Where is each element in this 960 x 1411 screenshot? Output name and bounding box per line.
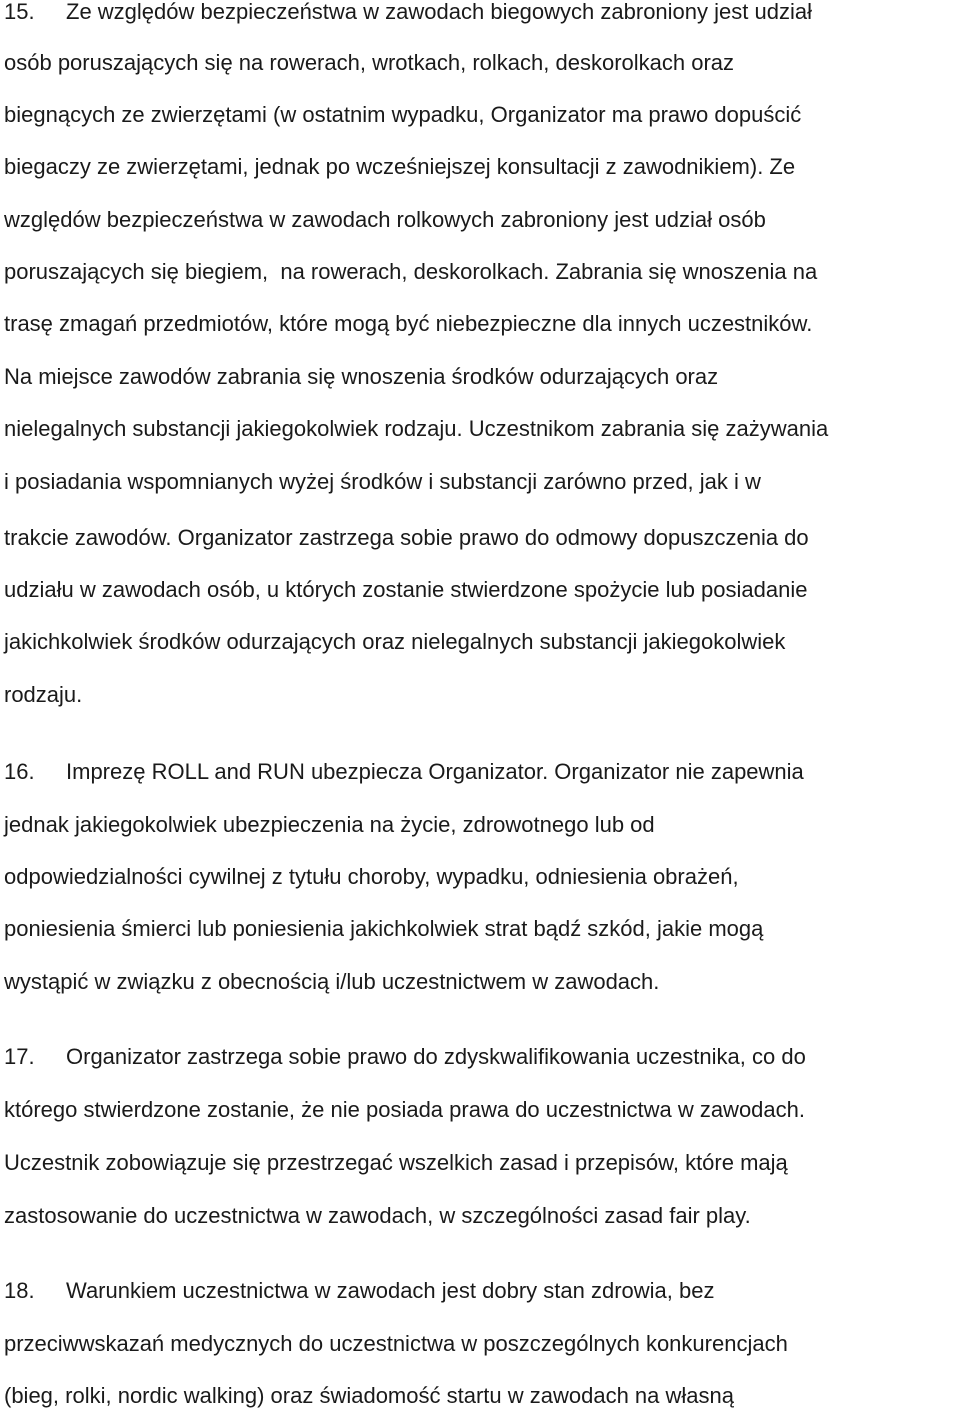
text-line: Na miejsce zawodów zabrania się wnoszenia środków odurzających oraz	[4, 364, 719, 389]
text-line: i posiadania wspomnianych wyżej środków i substancji zarówno przed, jak i w	[4, 469, 761, 494]
text-line: wystąpić w związku z obecnością i/lub uczestnictwem w zawodach.	[4, 969, 660, 994]
section-number: 16.	[4, 759, 35, 784]
section-number: 17.	[4, 1044, 35, 1069]
text-line: odpowiedzialności cywilnej z tytułu choroby, wypadku, odniesienia obrażeń,	[4, 864, 739, 889]
text-line: względów bezpieczeństwa w zawodach rolkowych zabroniony jest udział osób	[4, 207, 766, 232]
text-line: Imprezę ROLL and RUN ubezpiecza Organizator. Organizator nie zapewnia	[66, 759, 804, 784]
text-line: Uczestnik zobowiązuje się przestrzegać wszelkich zasad i przepisów, które mają	[4, 1150, 788, 1175]
text-line: osób poruszających się na rowerach, wrotkach, rolkach, deskorolkach oraz	[4, 50, 735, 75]
text-line: rodzaju.	[4, 682, 83, 707]
text-line: poruszających się biegiem, na rowerach, deskorolkach. Zabrania się wnoszenia na	[4, 259, 818, 284]
text-line: którego stwierdzone zostanie, że nie posiada prawa do uczestnictwa w zawodach.	[4, 1097, 806, 1122]
text-line: (bieg, rolki, nordic walking) oraz świadomość startu w zawodach na własną	[4, 1383, 734, 1408]
text-line: Ze względów bezpieczeństwa w zawodach biegowych zabroniony jest udział	[66, 0, 812, 24]
text-line: jednak jakiegokolwiek ubezpieczenia na życie, zdrowotnego lub od	[4, 812, 655, 837]
text-line: zastosowanie do uczestnictwa w zawodach, w szczególności zasad fair play.	[4, 1203, 751, 1228]
text-line: Organizator zastrzega sobie prawo do zdyskwalifikowania uczestnika, co do	[66, 1044, 806, 1069]
section-number: 18.	[4, 1278, 35, 1303]
text-line: biegnących ze zwierzętami (w ostatnim wypadku, Organizator ma prawo dopuścić	[4, 102, 802, 127]
text-line: nielegalnych substancji jakiegokolwiek rodzaju. Uczestnikom zabrania się zażywania	[4, 416, 829, 441]
text-line: poniesienia śmierci lub poniesienia jakichkolwiek strat bądź szkód, jakie mogą	[4, 916, 764, 941]
text-line: udziału w zawodach osób, u których zostanie stwierdzone spożycie lub posiadanie	[4, 577, 808, 602]
text-line: Warunkiem uczestnictwa w zawodach jest dobry stan zdrowia, bez	[66, 1278, 715, 1303]
text-line: jakichkolwiek środków odurzających oraz nielegalnych substancji jakiegokolwiek	[4, 629, 786, 654]
section-number: 15.	[4, 0, 35, 24]
text-line: przeciwwskazań medycznych do uczestnictwa w poszczególnych konkurencjach	[4, 1331, 788, 1356]
text-line: biegaczy ze zwierzętami, jednak po wcześniejszej konsultacji z zawodnikiem). Ze	[4, 154, 796, 179]
text-line: trakcie zawodów. Organizator zastrzega sobie prawo do odmowy dopuszczenia do	[4, 525, 809, 550]
text-line: trasę zmagań przedmiotów, które mogą być niebezpieczne dla innych uczestników.	[4, 311, 813, 336]
